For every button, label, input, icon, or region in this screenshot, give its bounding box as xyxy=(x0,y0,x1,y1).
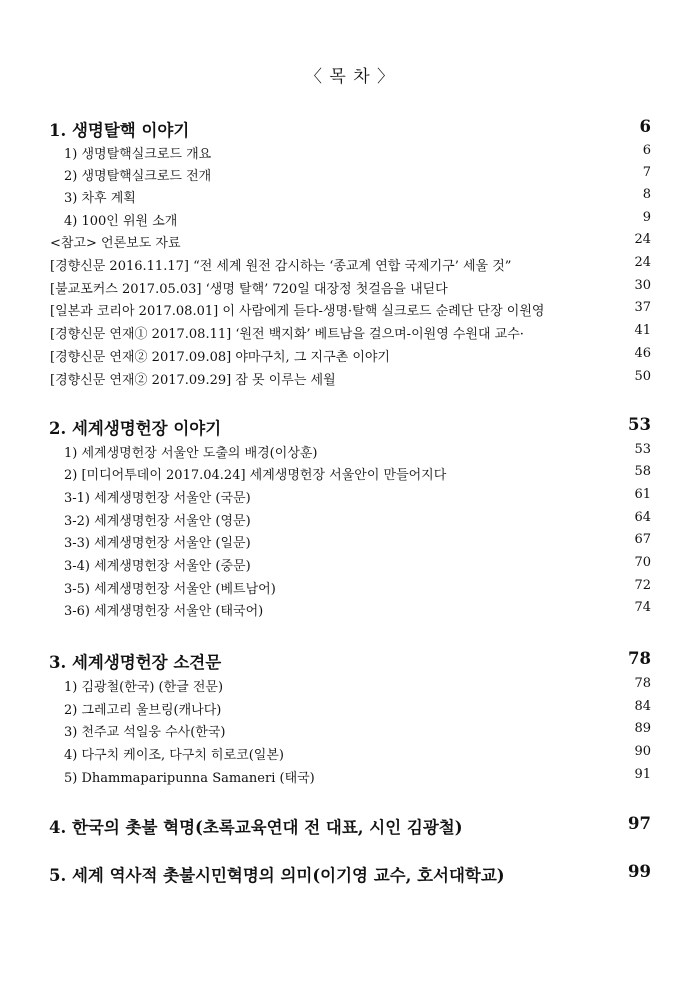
entry-title: [경향신문 2016.11.17] “전 세계 원전 감시하는 ‘종교계 연합 국제기구’ 세울 것” xyxy=(50,259,512,274)
entry-title: [경향신문 연재① 2017.08.11] ‘원전 백지화’ 베트남을 걸으며-이원영 수원대 교수· xyxy=(50,327,524,342)
entry-title: 1) 김광철(한국) (한글 전문) xyxy=(64,680,224,695)
entry-page-number: 30 xyxy=(634,278,651,293)
entry-title: 1) 세계생명헌장 서울안 도출의 배경(이상훈) xyxy=(64,446,318,461)
toc-reference-entry xyxy=(0,230,700,250)
section-heading xyxy=(0,814,700,837)
toc-reference-entry xyxy=(0,276,700,296)
toc-entry xyxy=(0,765,700,785)
entry-page-number: 67 xyxy=(634,532,651,547)
entry-title: 5) Dhammaparipunna Samaneri (태국) xyxy=(64,771,315,786)
entry-page-number: 84 xyxy=(634,699,651,714)
entry-page-number: 53 xyxy=(634,442,651,457)
entry-title: 2) 생명탈핵실크로드 전개 xyxy=(64,169,212,184)
toc-reference-entry xyxy=(0,321,700,341)
toc-entry xyxy=(0,598,700,618)
toc-title: 〈 목 차 〉 xyxy=(304,67,396,87)
entry-title: 3) 차후 계획 xyxy=(64,191,136,206)
toc-entry xyxy=(0,742,700,762)
entry-page-number: 6 xyxy=(642,143,651,158)
section-heading xyxy=(0,117,700,140)
entry-page-number: 78 xyxy=(634,676,651,691)
entry-page-number: 37 xyxy=(634,300,651,315)
entry-page-number: 89 xyxy=(634,721,651,736)
toc-entry xyxy=(0,185,700,205)
entry-title: 3-3) 세계생명헌장 서울안 (일문) xyxy=(64,536,251,551)
toc-entry xyxy=(0,576,700,596)
entry-title: 3-5) 세계생명헌장 서울안 (베트남어) xyxy=(64,582,276,597)
entry-page-number: 41 xyxy=(634,323,651,338)
toc-reference-entry xyxy=(0,367,700,387)
section-page-number: 53 xyxy=(628,415,651,434)
toc-entry xyxy=(0,674,700,694)
entry-page-number: 8 xyxy=(642,187,651,202)
entry-title: 3-4) 세계생명헌장 서울안 (중문) xyxy=(64,559,251,574)
entry-page-number: 72 xyxy=(634,578,651,593)
section-title: 4. 한국의 촛불 혁명(초록교육연대 전 대표, 시인 김광철) xyxy=(49,818,463,837)
section-heading xyxy=(0,415,700,438)
section-title: 2. 세계생명헌장 이야기 xyxy=(49,419,222,438)
entry-page-number: 70 xyxy=(634,555,651,570)
entry-page-number: 24 xyxy=(634,232,651,247)
section-heading xyxy=(0,862,700,885)
toc-entry xyxy=(0,719,700,739)
entry-page-number: 7 xyxy=(642,165,651,180)
entry-title: [경향신문 연재② 2017.09.29] 잠 못 이루는 세월 xyxy=(50,373,336,388)
toc-entry xyxy=(0,697,700,717)
entry-title: [경향신문 연재② 2017.09.08] 야마구치, 그 지구촌 이야기 xyxy=(50,350,390,365)
section-heading xyxy=(0,649,700,672)
entry-page-number: 9 xyxy=(642,210,651,225)
entry-title: [불교포커스 2017.05.03] ‘생명 탈핵’ 720일 대장정 첫걸음을 내딛다 xyxy=(50,282,448,297)
toc-entry xyxy=(0,163,700,183)
toc-reference-entry xyxy=(0,298,700,318)
entry-page-number: 58 xyxy=(634,464,651,479)
entry-page-number: 91 xyxy=(634,767,651,782)
entry-page-number: 50 xyxy=(634,369,651,384)
entry-title: 4) 100인 위원 소개 xyxy=(64,214,178,229)
toc-entry xyxy=(0,440,700,460)
entry-page-number: 90 xyxy=(634,744,651,759)
section-page-number: 78 xyxy=(628,649,651,668)
toc-reference-entry xyxy=(0,344,700,364)
entry-title: 2) 그레고리 울브링(캐나다) xyxy=(64,703,222,718)
section-page-number: 97 xyxy=(628,814,651,833)
section-title: 5. 세계 역사적 촛불시민혁명의 의미(이기영 교수, 호서대학교) xyxy=(49,866,505,885)
section-title: 1. 생명탈핵 이야기 xyxy=(49,121,190,140)
section-page-number: 6 xyxy=(639,117,651,136)
section-page-number: 99 xyxy=(628,862,651,881)
entry-page-number: 24 xyxy=(634,255,651,270)
entry-title: 4) 다구치 케이조, 다구치 히로코(일본) xyxy=(64,748,284,763)
entry-title: 1) 생명탈핵실크로드 개요 xyxy=(64,147,212,162)
entry-title: 3-1) 세계생명헌장 서울안 (국문) xyxy=(64,491,251,506)
section-title: 3. 세계생명헌장 소견문 xyxy=(49,653,222,672)
entry-title: 3-6) 세계생명헌장 서울안 (태국어) xyxy=(64,604,264,619)
entry-title: 3-2) 세계생명헌장 서울안 (영문) xyxy=(64,514,251,529)
entry-page-number: 74 xyxy=(634,600,651,615)
entry-page-number: 46 xyxy=(634,346,651,361)
entry-title: 2) [미디어투데이 2017.04.24] 세계생명헌장 서울안이 만들어지다 xyxy=(64,468,447,483)
toc-entry xyxy=(0,530,700,550)
toc-entry xyxy=(0,462,700,482)
toc-entry xyxy=(0,508,700,528)
entry-title: <참고> 언론보도 자료 xyxy=(50,236,181,251)
toc-entry xyxy=(0,141,700,161)
entry-title: 3) 천주교 석일웅 수사(한국) xyxy=(64,725,226,740)
toc-entry xyxy=(0,485,700,505)
entry-page-number: 64 xyxy=(634,510,651,525)
toc-entry xyxy=(0,553,700,573)
entry-title: [일본과 코리아 2017.08.01] 이 사람에게 듣다-생명·탈핵 실크로드 순례단 단장 이원영 xyxy=(50,304,545,319)
toc-entry xyxy=(0,208,700,228)
toc-reference-entry xyxy=(0,253,700,273)
entry-page-number: 61 xyxy=(634,487,651,502)
